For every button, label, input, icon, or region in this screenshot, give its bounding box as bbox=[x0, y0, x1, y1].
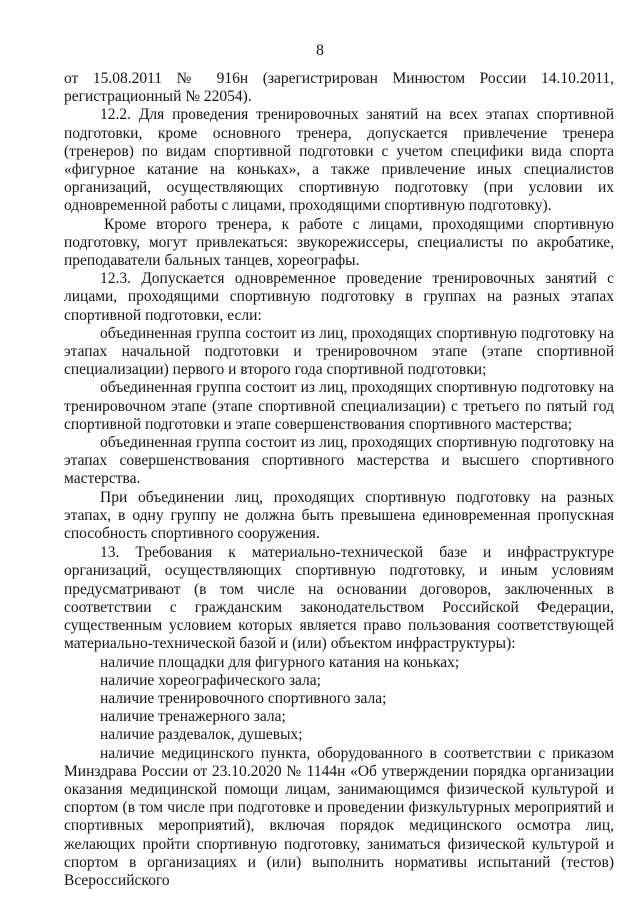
document-body bbox=[64, 70, 614, 890]
paragraph-12-2: 12.2. Для проведения тренировочных занятий на всех этапах спортивной подготовки, кроме основного тренера, допускается привлечение тренера (тренеров) по видам спортивной подготовки с учетом специфики вида спорта «фигурное катание на коньках», а также привлечение иных специалистов организаций, осуществляющих спортивную подготовку (при условии их одновременной работы с лицами, проходящими спортивную подготовку). bbox=[64, 106, 614, 215]
list-item-training-hall: наличие тренировочного спортивного зала; bbox=[100, 689, 387, 707]
list-item-medical-unit: наличие медицинского пункта, оборудованного в соответствии с приказом Минздрава России от 23.10.2020 № 1144н «Об утверждении порядка организации оказания медицинской помощи лицам, занимающимся физической культурой и спортом (в том числе при подготовке и проведении физкультурных мероприятий и спортивных мероприятий), включая порядок медицинского осмотра лиц, желающих пройти спортивную подготовку, заниматься физической культурой и спортом в организациях и (или) выполнить нормативы испытаний (тестов) Всероссийского bbox=[64, 744, 614, 889]
paragraph-13: 13. Требования к материально-технической базе и инфраструктуре организаций, осуществляющих спортивную подготовку, и иным условиям предусматривают (в том числе на основании договоров, заключенных в соответствии с гражданским законодательством Российской Федерации, существенным условием которых является право пользования соответствующей материально-технической базой и (или) объектом инфраструктуры): bbox=[64, 544, 614, 653]
list-item-combined-group-2: объединенная группа состоит из лиц, проходящих спортивную подготовку на тренировочном этапе (этапе спортивной специализации) с третьего по пятый год спортивной подготовки и этапе совершенствования спортивного мастерства; bbox=[64, 379, 614, 433]
list-item-skating-rink: наличие площадки для фигурного катания на коньках; bbox=[100, 653, 460, 671]
paragraph-order-reference-continuation: от 15.08.2011 № 916н (зарегистрирован Минюстом России 14.10.2011, регистрационный № 22054). bbox=[64, 70, 614, 106]
paragraph-12-3: 12.3. Допускается одновременное проведение тренировочных занятий с лицами, проходящими спортивную подготовку в группах на разных этапах спортивной подготовки, если: bbox=[64, 270, 614, 324]
list-item-combined-group-1: объединенная группа состоит из лиц, проходящих спортивную подготовку на этапах начальной подготовки и тренировочном этапе (этапе спортивной специализации) первого и второго года спортивной подготовки; bbox=[64, 324, 614, 379]
list-item-locker-rooms: наличие раздевалок, душевых; bbox=[100, 726, 303, 744]
paragraph-group-capacity: При объединении лиц, проходящих спортивную подготовку на разных этапах, в одну группу не должна быть превышена единовременная пропускная способность спортивного сооружения. bbox=[64, 488, 614, 543]
page-number: 8 bbox=[316, 42, 324, 59]
list-item-gym: наличие тренажерного зала; bbox=[100, 708, 286, 726]
paragraph-additional-specialists: Кроме второго тренера, к работе с лицами, проходящими спортивную подготовку, могут привлекаться: звукорежиссеры, специалисты по акробатике, преподаватели бальных танцев, хореографы. bbox=[64, 215, 614, 270]
list-item-choreography-hall: наличие хореографического зала; bbox=[100, 671, 321, 689]
list-item-combined-group-3: объединенная группа состоит из лиц, проходящих спортивную подготовку на этапах совершенствования спортивного мастерства и высшего спортивного мастерства. bbox=[64, 434, 614, 488]
